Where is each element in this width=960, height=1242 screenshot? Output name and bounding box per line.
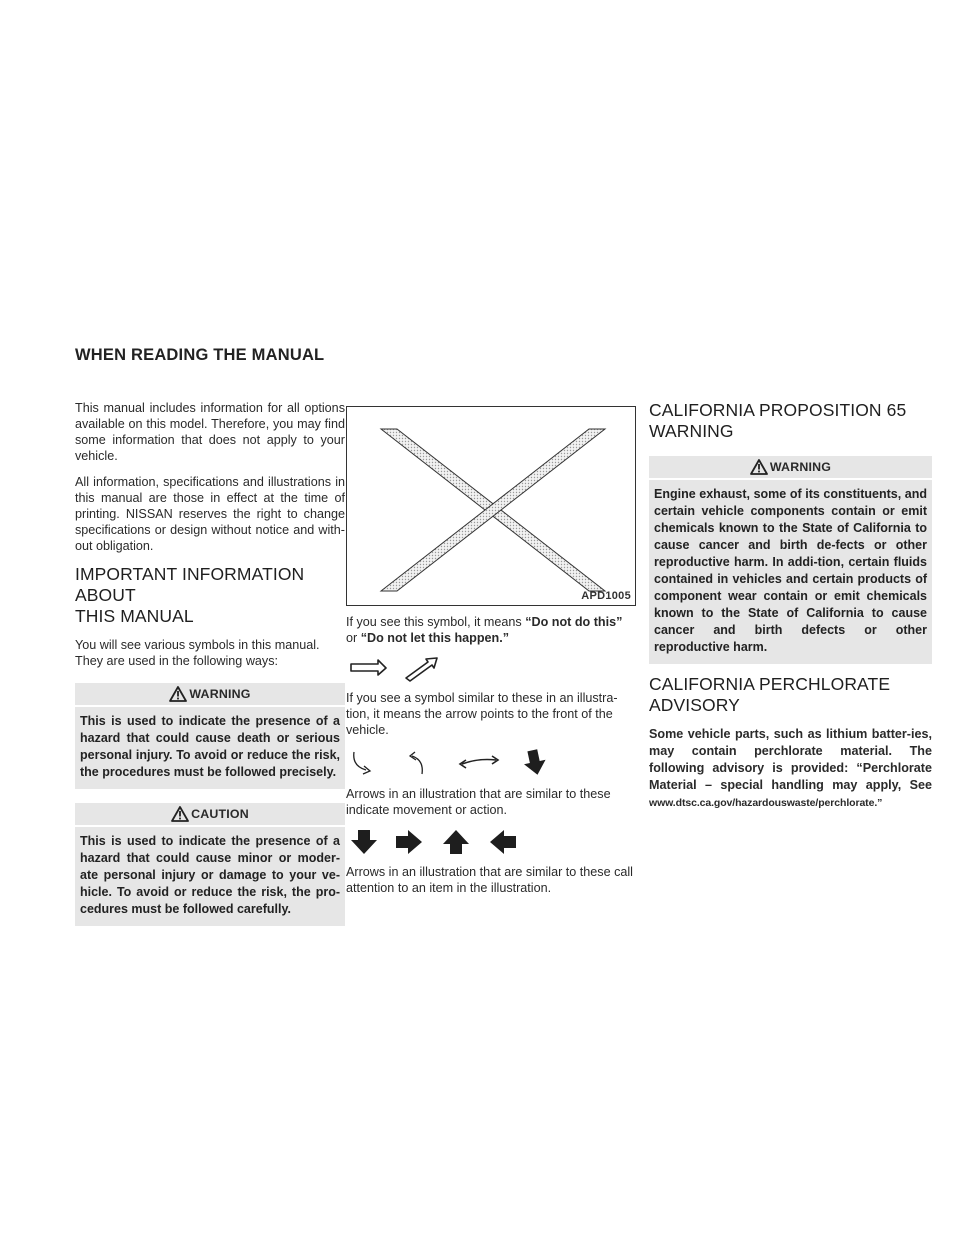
warning-triangle-icon	[169, 686, 187, 702]
section-heading-important-info	[75, 564, 345, 627]
front-arrow-icon	[348, 659, 388, 679]
caution-box-title	[75, 803, 345, 827]
heading-line-1: IMPORTANT INFORMATION ABOUT	[75, 564, 305, 605]
perchlorate-advisory	[649, 726, 932, 812]
warning-text: This is used to indicate the presence of a hazard that could cause death or serious personal injury. To avoid or reduce the risk, the procedures must be followed precisely.	[80, 714, 340, 779]
warning-box-title	[75, 683, 345, 707]
intro-paragraph-2: All information, specifications and illustrations in this manual are those in effect at the time of printing. NISSAN reserves the right to change specifications or design without notice and with-out obligation.	[75, 475, 345, 553]
attention-description: Arrows in an illustration that are similar to these call attention to an item in the illustration.	[346, 865, 633, 895]
movement-arrow-icon	[402, 750, 442, 776]
front-arrows-row	[348, 656, 638, 682]
attention-arrows-row	[348, 828, 638, 856]
section-heading-perchlorate	[649, 674, 932, 716]
symbols-intro: You will see various symbols in this manual. They are used in the following ways:	[75, 638, 320, 668]
x-cross-icon	[347, 407, 635, 605]
heading-line-2: WARNING	[649, 421, 734, 441]
warning-label: WARNING	[769, 460, 832, 474]
warning-triangle-icon	[750, 459, 768, 475]
heading-line-2: THIS MANUAL	[75, 606, 194, 626]
attention-arrow-icon	[348, 828, 380, 856]
warning-triangle-icon	[171, 806, 189, 822]
movement-description: Arrows in an illustration that are similar to these indicate movement or action.	[346, 787, 611, 817]
attention-arrow-icon	[394, 828, 426, 856]
advisory-url: www.dtsc.ca.gov/hazardouswaste/perchlorate.”	[649, 797, 883, 809]
section-heading-prop65	[649, 400, 932, 442]
x-symbol-description	[346, 614, 638, 646]
movement-arrows-row	[348, 748, 638, 778]
heading-line-1: CALIFORNIA PERCHLORATE	[649, 674, 891, 694]
x-symbol-or: or	[346, 631, 361, 645]
movement-arrow-icon	[456, 750, 502, 776]
page-title: WHEN READING THE MANUAL	[75, 346, 325, 364]
front-arrow-icon	[402, 656, 442, 682]
movement-arrow-icon	[516, 748, 552, 778]
attention-arrow-icon	[486, 828, 518, 856]
heading-line-1: CALIFORNIA PROPOSITION 65	[649, 400, 907, 420]
x-symbol-figure	[346, 406, 636, 606]
prop65-warning-text: Engine exhaust, some of its constituents, and certain vehicle components contain or emit chemicals known to the State of California to cause cancer and birth de-fects or other reproductive harm. In addi-tion, certain fluids contained in vehicles and certain products of component wear contain or emit chemicals known to the State of California to cause cancer and birth defects or other reproductive harm.	[654, 487, 927, 654]
do-not-let-this-happen: “Do not let this happen.”	[360, 631, 510, 645]
attention-arrow-icon	[440, 828, 472, 856]
column-3	[649, 400, 932, 812]
prop65-warning-box	[649, 456, 932, 664]
warning-label: WARNING	[189, 687, 251, 701]
advisory-text: Some vehicle parts, such as lithium batter-ies, may contain perchlorate material. The following advisory is provided: “Perchlorate Material – special handling may apply, See	[649, 727, 932, 792]
heading-line-2: ADVISORY	[649, 695, 740, 715]
x-symbol-prefix: If you see this symbol, it means	[346, 615, 526, 629]
front-arrow-description: If you see a symbol similar to these in an illustra-tion, it means the arrow points to the front of the vehicle.	[346, 691, 618, 737]
caution-text: This is used to indicate the presence of a hazard that could cause minor or moder-ate personal injury or damage to your ve-hicle. To avoid or reduce the risk, the pro-cedures must be followed carefully.	[80, 834, 340, 916]
prop65-warning-title	[649, 456, 932, 480]
warning-box	[75, 683, 345, 789]
figure-label: APD1005	[581, 590, 631, 602]
intro-paragraph-1: This manual includes information for all options available on this model. Therefore, you may find some information that does not apply to your vehicle.	[75, 401, 345, 463]
do-not-do-this: “Do not do this”	[525, 615, 623, 629]
caution-box	[75, 803, 345, 926]
column-1	[75, 400, 345, 936]
caution-label: CAUTION	[191, 807, 249, 821]
column-2	[346, 400, 638, 906]
movement-arrow-icon	[348, 750, 388, 776]
